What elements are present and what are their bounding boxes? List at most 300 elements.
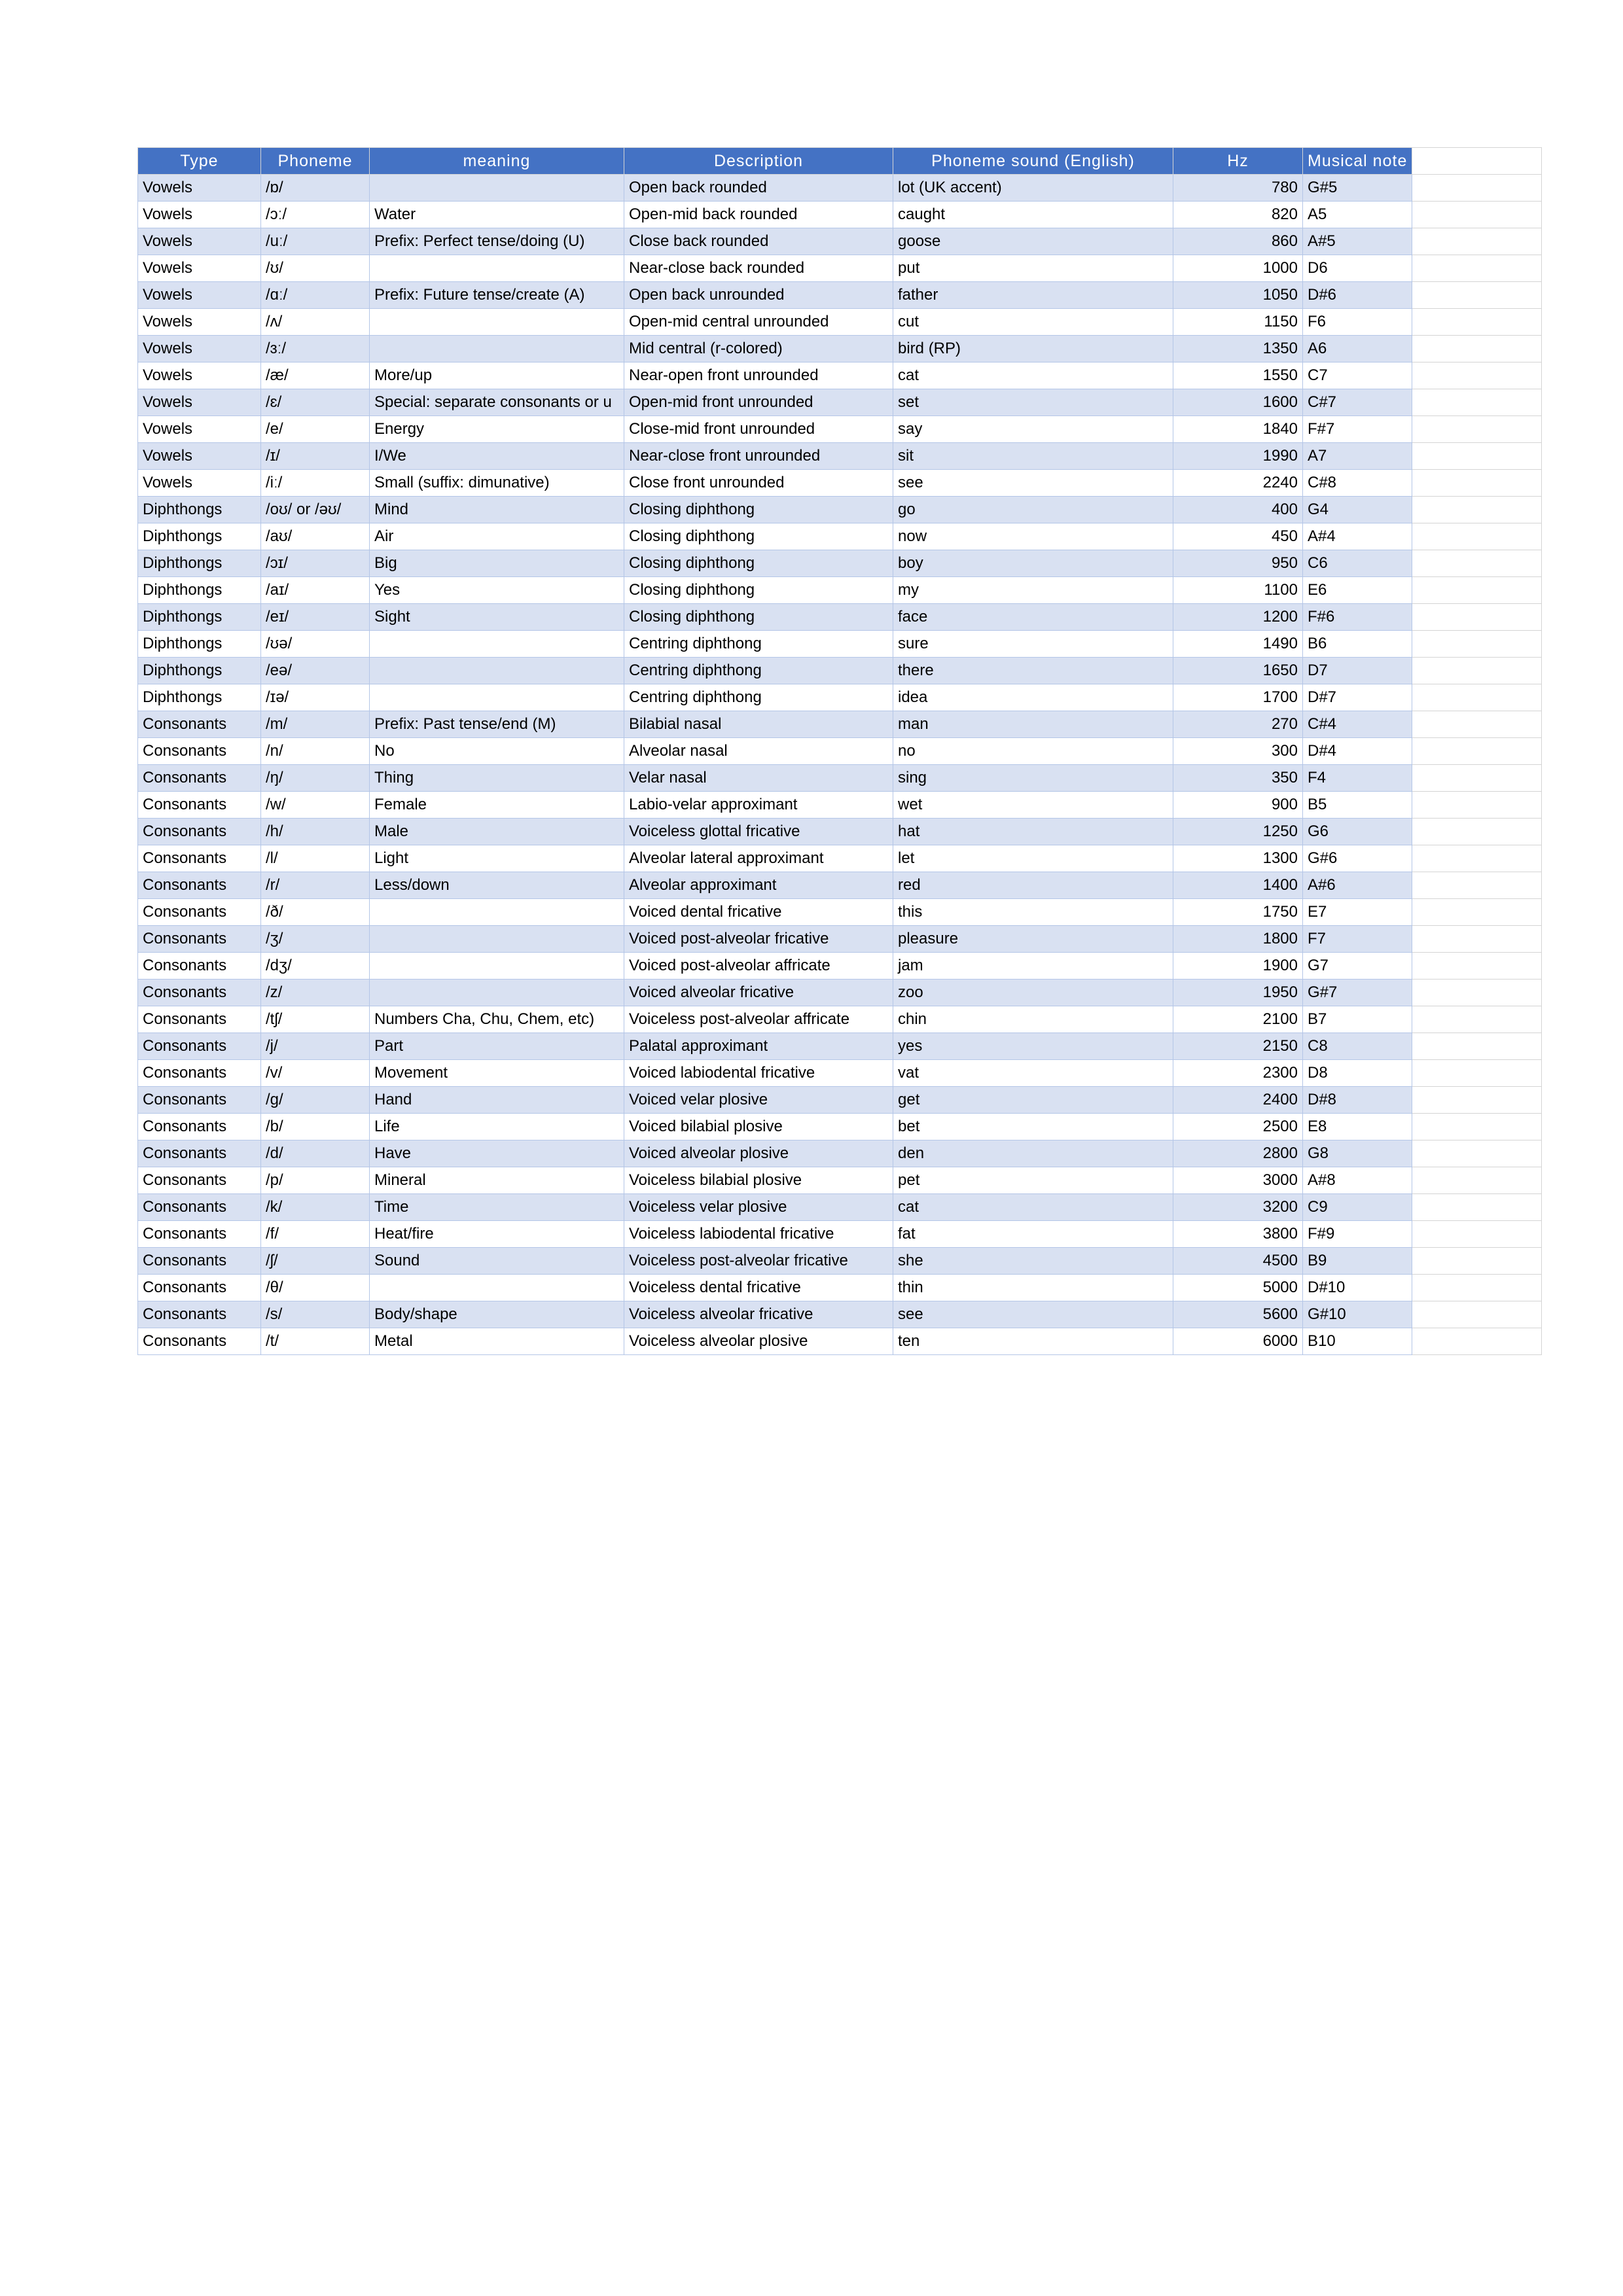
cell-type: Diphthongs — [138, 658, 261, 684]
cell-description: Voiced alveolar plosive — [624, 1140, 893, 1167]
cell-empty — [1412, 282, 1542, 309]
cell-meaning — [370, 684, 624, 711]
table-row — [138, 738, 1542, 765]
cell-empty — [1412, 1221, 1542, 1248]
cell-hz: 860 — [1173, 228, 1303, 255]
cell-musical-note: G4 — [1303, 497, 1412, 523]
table-row — [138, 1328, 1542, 1355]
cell-type: Vowels — [138, 228, 261, 255]
cell-musical-note: D#4 — [1303, 738, 1412, 765]
table-row — [138, 228, 1542, 255]
cell-phoneme-sound: pleasure — [893, 926, 1173, 953]
table-row — [138, 792, 1542, 819]
cell-hz: 3800 — [1173, 1221, 1303, 1248]
cell-empty — [1412, 1140, 1542, 1167]
cell-meaning: Light — [370, 845, 624, 872]
table-row — [138, 819, 1542, 845]
cell-type: Consonants — [138, 1275, 261, 1301]
cell-phoneme-sound: thin — [893, 1275, 1173, 1301]
cell-musical-note: E6 — [1303, 577, 1412, 604]
cell-phoneme-sound: no — [893, 738, 1173, 765]
cell-phoneme: /g/ — [261, 1087, 370, 1114]
cell-type: Diphthongs — [138, 631, 261, 658]
table-row — [138, 765, 1542, 792]
cell-empty — [1412, 926, 1542, 953]
cell-phoneme-sound: chin — [893, 1006, 1173, 1033]
cell-type: Consonants — [138, 711, 261, 738]
cell-hz: 1100 — [1173, 577, 1303, 604]
cell-phoneme: /ʊ/ — [261, 255, 370, 282]
cell-phoneme-sound: my — [893, 577, 1173, 604]
cell-musical-note: B5 — [1303, 792, 1412, 819]
cell-empty — [1412, 684, 1542, 711]
table-row — [138, 684, 1542, 711]
cell-hz: 1550 — [1173, 362, 1303, 389]
cell-phoneme: /m/ — [261, 711, 370, 738]
cell-empty — [1412, 1087, 1542, 1114]
cell-type: Vowels — [138, 255, 261, 282]
cell-phoneme-sound: see — [893, 1301, 1173, 1328]
cell-musical-note: A7 — [1303, 443, 1412, 470]
cell-hz: 900 — [1173, 792, 1303, 819]
cell-phoneme-sound: goose — [893, 228, 1173, 255]
cell-hz: 2100 — [1173, 1006, 1303, 1033]
cell-description: Voiced post-alveolar fricative — [624, 926, 893, 953]
cell-musical-note: D#8 — [1303, 1087, 1412, 1114]
cell-type: Vowels — [138, 175, 261, 202]
cell-musical-note: A#8 — [1303, 1167, 1412, 1194]
table-row — [138, 1301, 1542, 1328]
cell-phoneme: /ʒ/ — [261, 926, 370, 953]
cell-phoneme: /ɔɪ/ — [261, 550, 370, 577]
cell-hz: 1000 — [1173, 255, 1303, 282]
cell-description: Closing diphthong — [624, 497, 893, 523]
cell-musical-note: G7 — [1303, 953, 1412, 980]
table-row — [138, 523, 1542, 550]
cell-empty — [1412, 523, 1542, 550]
cell-musical-note: D#6 — [1303, 282, 1412, 309]
cell-meaning: Female — [370, 792, 624, 819]
cell-meaning — [370, 658, 624, 684]
cell-phoneme-sound: father — [893, 282, 1173, 309]
cell-empty — [1412, 362, 1542, 389]
table-row — [138, 1140, 1542, 1167]
cell-musical-note: A#4 — [1303, 523, 1412, 550]
cell-phoneme: /aʊ/ — [261, 523, 370, 550]
cell-description: Near-close back rounded — [624, 255, 893, 282]
cell-hz: 300 — [1173, 738, 1303, 765]
cell-phoneme-sound: put — [893, 255, 1173, 282]
cell-description: Open-mid back rounded — [624, 202, 893, 228]
phoneme-table — [137, 147, 1542, 1355]
cell-musical-note: A#5 — [1303, 228, 1412, 255]
cell-empty — [1412, 899, 1542, 926]
cell-phoneme-sound: pet — [893, 1167, 1173, 1194]
cell-phoneme-sound: boy — [893, 550, 1173, 577]
cell-phoneme: /ɛ/ — [261, 389, 370, 416]
cell-phoneme-sound: zoo — [893, 980, 1173, 1006]
cell-hz: 1900 — [1173, 953, 1303, 980]
cell-meaning: Movement — [370, 1060, 624, 1087]
cell-phoneme: /ɜː/ — [261, 336, 370, 362]
cell-description: Close front unrounded — [624, 470, 893, 497]
cell-meaning: Prefix: Perfect tense/doing (U) — [370, 228, 624, 255]
cell-description: Open back unrounded — [624, 282, 893, 309]
cell-type: Consonants — [138, 899, 261, 926]
cell-musical-note: A#6 — [1303, 872, 1412, 899]
cell-description: Voiceless alveolar fricative — [624, 1301, 893, 1328]
cell-meaning: Time — [370, 1194, 624, 1221]
cell-description: Voiceless post-alveolar affricate — [624, 1006, 893, 1033]
cell-empty — [1412, 1248, 1542, 1275]
table-row — [138, 1221, 1542, 1248]
cell-phoneme: /ɔː/ — [261, 202, 370, 228]
cell-description: Voiced velar plosive — [624, 1087, 893, 1114]
cell-description: Velar nasal — [624, 765, 893, 792]
cell-phoneme: /v/ — [261, 1060, 370, 1087]
cell-hz: 350 — [1173, 765, 1303, 792]
header-phoneme: Phoneme — [261, 148, 370, 175]
table-row — [138, 604, 1542, 631]
cell-description: Alveolar lateral approximant — [624, 845, 893, 872]
cell-hz: 450 — [1173, 523, 1303, 550]
cell-meaning: Big — [370, 550, 624, 577]
cell-phoneme: /e/ — [261, 416, 370, 443]
cell-hz: 820 — [1173, 202, 1303, 228]
cell-description: Voiceless velar plosive — [624, 1194, 893, 1221]
cell-hz: 2240 — [1173, 470, 1303, 497]
cell-description: Voiceless bilabial plosive — [624, 1167, 893, 1194]
cell-phoneme: /k/ — [261, 1194, 370, 1221]
cell-meaning: Prefix: Future tense/create (A) — [370, 282, 624, 309]
cell-description: Palatal approximant — [624, 1033, 893, 1060]
cell-description: Open-mid front unrounded — [624, 389, 893, 416]
cell-hz: 2800 — [1173, 1140, 1303, 1167]
cell-type: Vowels — [138, 389, 261, 416]
cell-musical-note: G#5 — [1303, 175, 1412, 202]
cell-type: Consonants — [138, 738, 261, 765]
cell-musical-note: E7 — [1303, 899, 1412, 926]
table-row — [138, 953, 1542, 980]
cell-description: Labio-velar approximant — [624, 792, 893, 819]
cell-empty — [1412, 604, 1542, 631]
cell-hz: 950 — [1173, 550, 1303, 577]
cell-phoneme-sound: idea — [893, 684, 1173, 711]
table-row — [138, 389, 1542, 416]
cell-type: Consonants — [138, 1301, 261, 1328]
cell-type: Consonants — [138, 792, 261, 819]
cell-hz: 3200 — [1173, 1194, 1303, 1221]
cell-hz: 1300 — [1173, 845, 1303, 872]
cell-empty — [1412, 711, 1542, 738]
cell-meaning — [370, 953, 624, 980]
header-description: Description — [624, 148, 893, 175]
cell-hz: 3000 — [1173, 1167, 1303, 1194]
table-row — [138, 336, 1542, 362]
cell-description: Voiced post-alveolar affricate — [624, 953, 893, 980]
cell-phoneme-sound: now — [893, 523, 1173, 550]
table-row — [138, 1275, 1542, 1301]
cell-hz: 1200 — [1173, 604, 1303, 631]
cell-empty — [1412, 470, 1542, 497]
cell-type: Consonants — [138, 1328, 261, 1355]
cell-phoneme-sound: bird (RP) — [893, 336, 1173, 362]
table-row — [138, 550, 1542, 577]
cell-phoneme: /r/ — [261, 872, 370, 899]
cell-hz: 1750 — [1173, 899, 1303, 926]
cell-hz: 1050 — [1173, 282, 1303, 309]
cell-phoneme-sound: man — [893, 711, 1173, 738]
cell-meaning: Have — [370, 1140, 624, 1167]
cell-hz: 1800 — [1173, 926, 1303, 953]
cell-phoneme: /iː/ — [261, 470, 370, 497]
cell-description: Voiced alveolar fricative — [624, 980, 893, 1006]
cell-phoneme-sound: den — [893, 1140, 1173, 1167]
cell-musical-note: D#7 — [1303, 684, 1412, 711]
cell-phoneme: /ŋ/ — [261, 765, 370, 792]
cell-empty — [1412, 1328, 1542, 1355]
cell-hz: 400 — [1173, 497, 1303, 523]
cell-type: Consonants — [138, 765, 261, 792]
cell-phoneme: /eə/ — [261, 658, 370, 684]
cell-description: Close back rounded — [624, 228, 893, 255]
cell-type: Consonants — [138, 1033, 261, 1060]
cell-empty — [1412, 845, 1542, 872]
cell-musical-note: B7 — [1303, 1006, 1412, 1033]
cell-type: Consonants — [138, 1140, 261, 1167]
cell-phoneme-sound: vat — [893, 1060, 1173, 1087]
cell-musical-note: G8 — [1303, 1140, 1412, 1167]
cell-meaning: Less/down — [370, 872, 624, 899]
cell-hz: 2150 — [1173, 1033, 1303, 1060]
cell-meaning: Small (suffix: dimunative) — [370, 470, 624, 497]
cell-musical-note: C8 — [1303, 1033, 1412, 1060]
cell-description: Open-mid central unrounded — [624, 309, 893, 336]
cell-type: Vowels — [138, 443, 261, 470]
cell-meaning — [370, 926, 624, 953]
cell-description: Voiced bilabial plosive — [624, 1114, 893, 1140]
cell-empty — [1412, 336, 1542, 362]
cell-hz: 1990 — [1173, 443, 1303, 470]
cell-empty — [1412, 1194, 1542, 1221]
cell-description: Centring diphthong — [624, 631, 893, 658]
cell-musical-note: C#8 — [1303, 470, 1412, 497]
cell-phoneme-sound: hat — [893, 819, 1173, 845]
table-row — [138, 470, 1542, 497]
cell-phoneme: /p/ — [261, 1167, 370, 1194]
cell-musical-note: C#4 — [1303, 711, 1412, 738]
cell-phoneme-sound: see — [893, 470, 1173, 497]
cell-description: Near-open front unrounded — [624, 362, 893, 389]
cell-phoneme: /ʊə/ — [261, 631, 370, 658]
cell-description: Voiceless post-alveolar fricative — [624, 1248, 893, 1275]
cell-phoneme-sound: red — [893, 872, 1173, 899]
cell-phoneme: /l/ — [261, 845, 370, 872]
cell-meaning: Male — [370, 819, 624, 845]
cell-meaning: Thing — [370, 765, 624, 792]
cell-hz: 4500 — [1173, 1248, 1303, 1275]
table-row — [138, 1033, 1542, 1060]
cell-phoneme-sound: say — [893, 416, 1173, 443]
cell-empty — [1412, 1060, 1542, 1087]
table-row — [138, 1248, 1542, 1275]
cell-empty — [1412, 175, 1542, 202]
cell-type: Consonants — [138, 926, 261, 953]
cell-description: Voiceless glottal fricative — [624, 819, 893, 845]
table-row — [138, 631, 1542, 658]
cell-meaning: Hand — [370, 1087, 624, 1114]
cell-description: Voiceless alveolar plosive — [624, 1328, 893, 1355]
cell-phoneme: /z/ — [261, 980, 370, 1006]
cell-empty — [1412, 228, 1542, 255]
cell-meaning: No — [370, 738, 624, 765]
cell-type: Consonants — [138, 1248, 261, 1275]
cell-phoneme-sound: bet — [893, 1114, 1173, 1140]
cell-musical-note: C7 — [1303, 362, 1412, 389]
table-row — [138, 899, 1542, 926]
cell-meaning: Life — [370, 1114, 624, 1140]
cell-phoneme: /ʃ/ — [261, 1248, 370, 1275]
cell-type: Vowels — [138, 470, 261, 497]
cell-empty — [1412, 255, 1542, 282]
cell-meaning — [370, 1275, 624, 1301]
cell-meaning: More/up — [370, 362, 624, 389]
cell-phoneme-sound: set — [893, 389, 1173, 416]
cell-type: Vowels — [138, 282, 261, 309]
table-row — [138, 1060, 1542, 1087]
cell-meaning: Heat/fire — [370, 1221, 624, 1248]
header-row — [138, 148, 1542, 175]
cell-phoneme: /θ/ — [261, 1275, 370, 1301]
cell-musical-note: B6 — [1303, 631, 1412, 658]
table-row — [138, 255, 1542, 282]
cell-empty — [1412, 872, 1542, 899]
cell-phoneme: /h/ — [261, 819, 370, 845]
cell-phoneme: /d/ — [261, 1140, 370, 1167]
cell-phoneme: /eɪ/ — [261, 604, 370, 631]
cell-meaning: I/We — [370, 443, 624, 470]
cell-description: Centring diphthong — [624, 684, 893, 711]
cell-phoneme-sound: ten — [893, 1328, 1173, 1355]
cell-musical-note: C9 — [1303, 1194, 1412, 1221]
cell-phoneme: /uː/ — [261, 228, 370, 255]
cell-type: Consonants — [138, 845, 261, 872]
table-row — [138, 1167, 1542, 1194]
cell-musical-note: B10 — [1303, 1328, 1412, 1355]
table-row — [138, 497, 1542, 523]
cell-musical-note: G#6 — [1303, 845, 1412, 872]
table-row — [138, 577, 1542, 604]
header-type: Type — [138, 148, 261, 175]
cell-type: Diphthongs — [138, 550, 261, 577]
cell-phoneme: /w/ — [261, 792, 370, 819]
cell-meaning — [370, 255, 624, 282]
cell-musical-note: F7 — [1303, 926, 1412, 953]
cell-phoneme: /æ/ — [261, 362, 370, 389]
cell-phoneme: /b/ — [261, 1114, 370, 1140]
cell-type: Consonants — [138, 1194, 261, 1221]
cell-type: Consonants — [138, 1060, 261, 1087]
cell-phoneme: /aɪ/ — [261, 577, 370, 604]
cell-empty — [1412, 792, 1542, 819]
cell-description: Voiceless dental fricative — [624, 1275, 893, 1301]
cell-description: Centring diphthong — [624, 658, 893, 684]
cell-empty — [1412, 1033, 1542, 1060]
cell-description: Close-mid front unrounded — [624, 416, 893, 443]
cell-type: Consonants — [138, 1167, 261, 1194]
cell-meaning — [370, 899, 624, 926]
cell-description: Open back rounded — [624, 175, 893, 202]
cell-description: Closing diphthong — [624, 577, 893, 604]
cell-meaning: Mineral — [370, 1167, 624, 1194]
cell-meaning — [370, 175, 624, 202]
table-row — [138, 980, 1542, 1006]
cell-description: Alveolar approximant — [624, 872, 893, 899]
cell-hz: 6000 — [1173, 1328, 1303, 1355]
cell-empty — [1412, 980, 1542, 1006]
cell-phoneme-sound: cat — [893, 1194, 1173, 1221]
cell-type: Diphthongs — [138, 497, 261, 523]
table-row — [138, 1114, 1542, 1140]
cell-meaning: Prefix: Past tense/end (M) — [370, 711, 624, 738]
cell-hz: 1400 — [1173, 872, 1303, 899]
cell-phoneme-sound: sit — [893, 443, 1173, 470]
cell-description: Voiced labiodental fricative — [624, 1060, 893, 1087]
table-row — [138, 926, 1542, 953]
cell-description: Near-close front unrounded — [624, 443, 893, 470]
cell-type: Consonants — [138, 819, 261, 845]
cell-meaning — [370, 309, 624, 336]
cell-hz: 270 — [1173, 711, 1303, 738]
header-phoneme-sound: Phoneme sound (English) — [893, 148, 1173, 175]
cell-description: Alveolar nasal — [624, 738, 893, 765]
cell-phoneme-sound: let — [893, 845, 1173, 872]
cell-type: Diphthongs — [138, 604, 261, 631]
cell-phoneme: /s/ — [261, 1301, 370, 1328]
header-meaning: meaning — [370, 148, 624, 175]
cell-description: Closing diphthong — [624, 523, 893, 550]
cell-phoneme: /ʌ/ — [261, 309, 370, 336]
cell-empty — [1412, 1114, 1542, 1140]
cell-hz: 2400 — [1173, 1087, 1303, 1114]
cell-empty — [1412, 389, 1542, 416]
table-body — [138, 175, 1542, 1355]
cell-meaning: Energy — [370, 416, 624, 443]
cell-hz: 1350 — [1173, 336, 1303, 362]
cell-hz: 1650 — [1173, 658, 1303, 684]
cell-musical-note: G#10 — [1303, 1301, 1412, 1328]
cell-hz: 5000 — [1173, 1275, 1303, 1301]
cell-musical-note: F6 — [1303, 309, 1412, 336]
cell-musical-note: F4 — [1303, 765, 1412, 792]
cell-hz: 2500 — [1173, 1114, 1303, 1140]
cell-musical-note: A5 — [1303, 202, 1412, 228]
cell-musical-note: F#6 — [1303, 604, 1412, 631]
cell-meaning: Special: separate consonants or u — [370, 389, 624, 416]
cell-empty — [1412, 953, 1542, 980]
cell-type: Vowels — [138, 416, 261, 443]
cell-type: Vowels — [138, 202, 261, 228]
cell-empty — [1412, 658, 1542, 684]
cell-musical-note: B9 — [1303, 1248, 1412, 1275]
cell-hz: 1950 — [1173, 980, 1303, 1006]
table-row — [138, 362, 1542, 389]
cell-phoneme-sound: this — [893, 899, 1173, 926]
cell-type: Vowels — [138, 309, 261, 336]
cell-phoneme: /oʊ/ or /əʊ/ — [261, 497, 370, 523]
cell-description: Bilabial nasal — [624, 711, 893, 738]
cell-type: Consonants — [138, 872, 261, 899]
